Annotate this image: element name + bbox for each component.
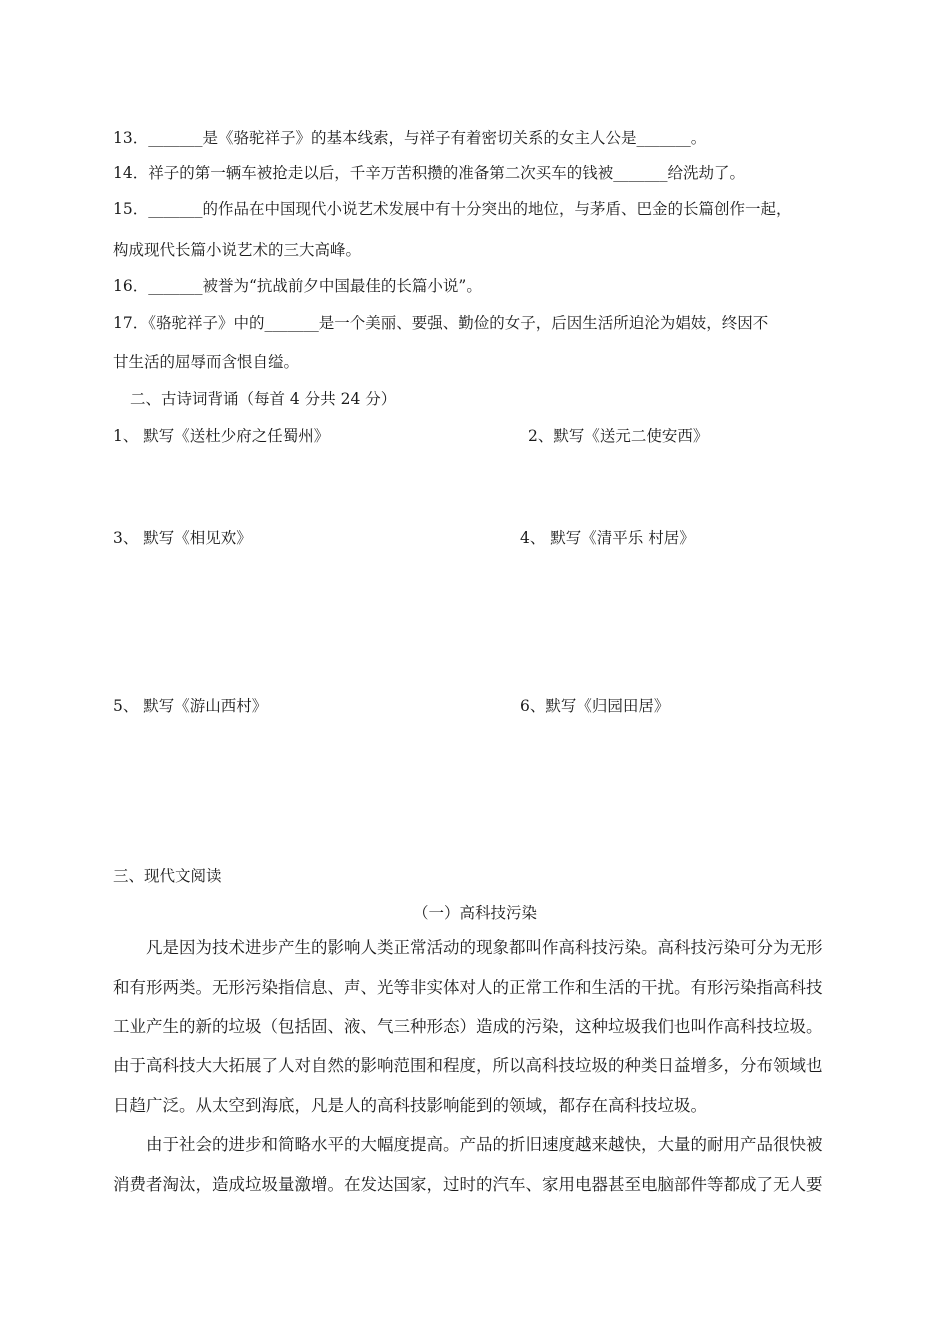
poem-item-4: 4、 默写《清平乐 村居》 (520, 529, 695, 547)
section-2-heading: 二、古诗词背诵（每首 4 分共 24 分） (130, 390, 397, 408)
poem-item-6: 6、默写《归园田居》 (520, 697, 670, 715)
poem-item-1: 1、 默写《送杜少府之任蜀州》 (113, 427, 330, 445)
question-14: 14．祥子的第一辆车被抢走以后，千辛万苦积攒的准备第二次买车的钱被_______给洗劫了。 (113, 164, 745, 182)
passage-line: 日趋广泛。从太空到海底，凡是人的高科技影响能到的领域，都存在高科技垃圾。 (113, 1096, 707, 1115)
question-17-continued: 甘生活的屈辱而含恨自缢。 (113, 353, 300, 371)
passage-line: 工业产生的新的垃圾（包括固、液、气三种形态）造成的污染，这种垃圾我们也叫作高科技垃圾。 (113, 1017, 823, 1036)
question-16: 16．_______被誉为“抗战前夕中国最佳的长篇小说”。 (113, 277, 482, 295)
poem-item-3: 3、 默写《相见欢》 (113, 529, 252, 547)
passage-line: 由于高科技大大拓展了人对自然的影响范围和程度，所以高科技垃圾的种类日益增多，分布领域也 (113, 1056, 823, 1075)
poem-item-2: 2、默写《送元二使安西》 (528, 427, 709, 445)
poem-item-5: 5、 默写《游山西村》 (113, 697, 268, 715)
passage-title: （一）高科技污染 (412, 904, 537, 922)
section-3-heading: 三、现代文阅读 (113, 867, 222, 885)
passage-line: 凡是因为技术进步产生的影响人类正常活动的现象都叫作高科技污染。高科技污染可分为无形 (146, 938, 823, 957)
question-13: 13．_______是《骆驼祥子》的基本线索，与祥子有着密切关系的女主人公是_______。 (113, 129, 707, 147)
passage-line: 消费者淘汰，造成垃圾量激增。在发达国家，过时的汽车、家用电器甚至电脑部件等都成了无人要 (113, 1175, 823, 1194)
passage-line: 和有形两类。无形污染指信息、声、光等非实体对人的正常工作和生活的干扰。有形污染指高科技 (113, 978, 823, 997)
passage-line: 由于社会的进步和简略水平的大幅度提高。产品的折旧速度越来越快，大量的耐用产品很快被 (146, 1135, 823, 1154)
question-17: 17．《骆驼祥子》中的_______是一个美丽、要强、勤俭的女子，后因生活所迫沦为娼妓，终因不 (113, 314, 769, 332)
question-15: 15．_______的作品在中国现代小说艺术发展中有十分突出的地位，与茅盾、巴金的长篇创作一起， (113, 200, 792, 218)
question-15-continued: 构成现代长篇小说艺术的三大高峰。 (113, 241, 362, 259)
